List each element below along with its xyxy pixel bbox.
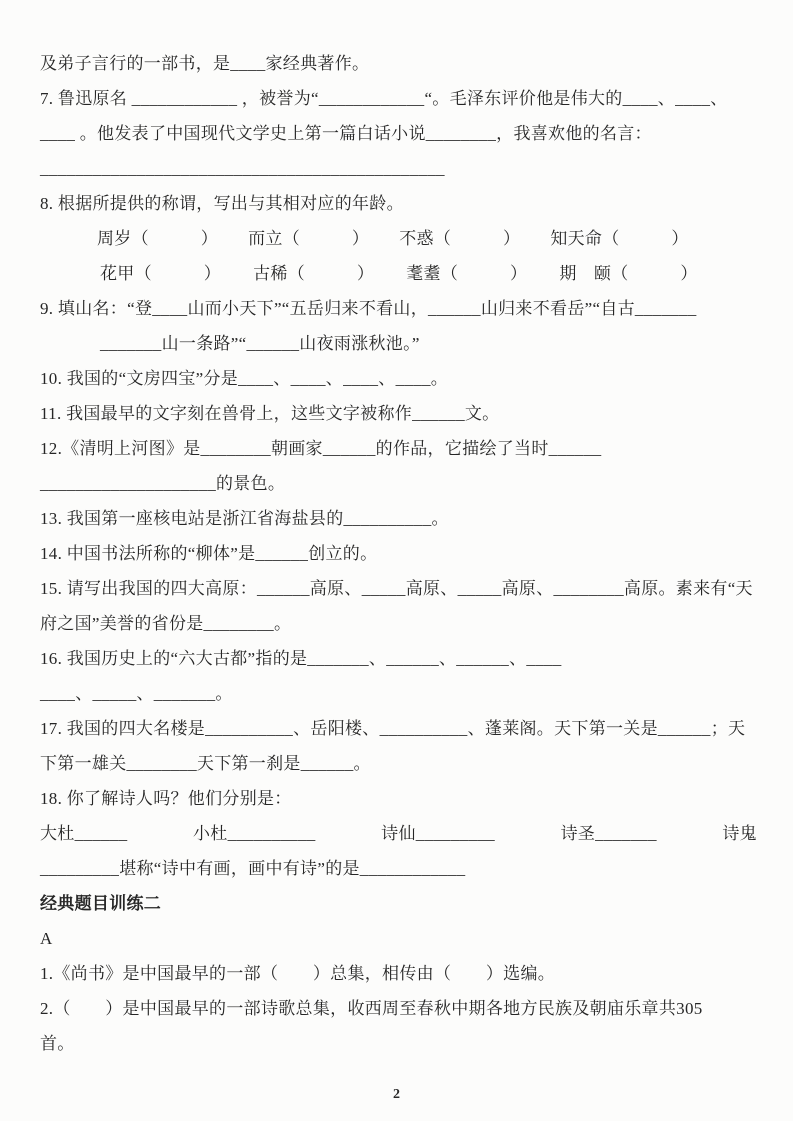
document-line: 1.《尚书》是中国最早的一部（ ）总集，相传由（ ）选编。 — [40, 964, 556, 983]
row-item: 大杜______ — [40, 824, 128, 843]
document-line: 11. 我国最早的文字刻在兽骨上，这些文字被称作______文。 — [40, 404, 500, 423]
document-line: ____________________的景色。 — [40, 474, 286, 493]
document-line: _______山一条路”“______山夜雨涨秋池。” — [100, 334, 420, 353]
document-line: 2.（ ）是中国最早的一部诗歌总集，收西周至春秋中期各地方民族及朝庙乐章共305 — [40, 999, 703, 1018]
document-line: 14. 中国书法所称的“柳体”是______创立的。 — [40, 544, 378, 563]
row-item: 诗仙_________ — [381, 824, 495, 843]
row-item: 古稀（ ） — [253, 264, 375, 283]
document-line: 下第一雄关________天下第一刹是______。 — [40, 754, 371, 773]
document-line: 首。 — [40, 1034, 75, 1053]
document-line — [40, 221, 757, 256]
document-line: 10. 我国的“文房四宝”分是____、____、____、____。 — [40, 369, 449, 388]
document-line: 17. 我国的四大名楼是__________、岳阳楼、__________、蓬莱阁。天下第一关是______；天 — [40, 719, 746, 738]
row-item: 知天命（ ） — [550, 229, 689, 248]
document-line: _________堪称“诗中有画，画中有诗”的是____________ — [40, 859, 466, 878]
document-line: ______________________________________________ — [40, 159, 445, 178]
document-line — [40, 256, 757, 291]
document-line: 及弟子言行的一部书，是____家经典著作。 — [40, 54, 370, 73]
row-item: 诗鬼 — [722, 824, 757, 843]
row-item: 期 颐（ ） — [559, 264, 698, 283]
document-line: A — [40, 929, 53, 948]
document-line: 16. 我国历史上的“六大古都”指的是_______、______、______、____ — [40, 649, 562, 668]
document-line: 18. 你了解诗人吗？他们分别是： — [40, 789, 292, 808]
document-line: ____、_____、_______。 — [40, 684, 233, 703]
row-item: 小杜__________ — [192, 824, 316, 843]
row-item: 不惑（ ） — [399, 229, 521, 248]
page-number: 2 — [393, 1087, 400, 1102]
row-item: 诗圣_______ — [560, 824, 657, 843]
document-line — [40, 816, 757, 851]
row-item: 而立（ ） — [248, 229, 370, 248]
document-line: 9. 填山名：“登____山而小天下”“五岳归来不看山，______山归来不看岳”“自古_______ — [40, 299, 697, 318]
document-line: 13. 我国第一座核电站是浙江省海盐县的__________。 — [40, 509, 449, 528]
row-item: 周岁（ ） — [97, 229, 219, 248]
row-item: 花甲（ ） — [100, 264, 222, 283]
document-line: 7. 鲁迅原名 ____________ ，被誉为“____________“。毛泽东评价他是伟大的____、____、 — [40, 89, 728, 108]
document-line: 12.《清明上河图》是________朝画家______的作品，它描绘了当时______ — [40, 439, 602, 458]
document-line: ____ 。他发表了中国现代文学史上第一篇白话小说________，我喜欢他的名言： — [40, 124, 652, 143]
section-heading: 经典题目训练二 — [40, 894, 162, 913]
document-line: 15. 请写出我国的四大高原：______高原、_____高原、_____高原、________高原。素来有“天 — [40, 579, 753, 598]
row-item: 耄耋（ ） — [406, 264, 528, 283]
document-line: 府之国”美誉的省份是________。 — [40, 614, 292, 633]
document-line: 8. 根据所提供的称谓，写出与其相对应的年龄。 — [40, 194, 404, 213]
